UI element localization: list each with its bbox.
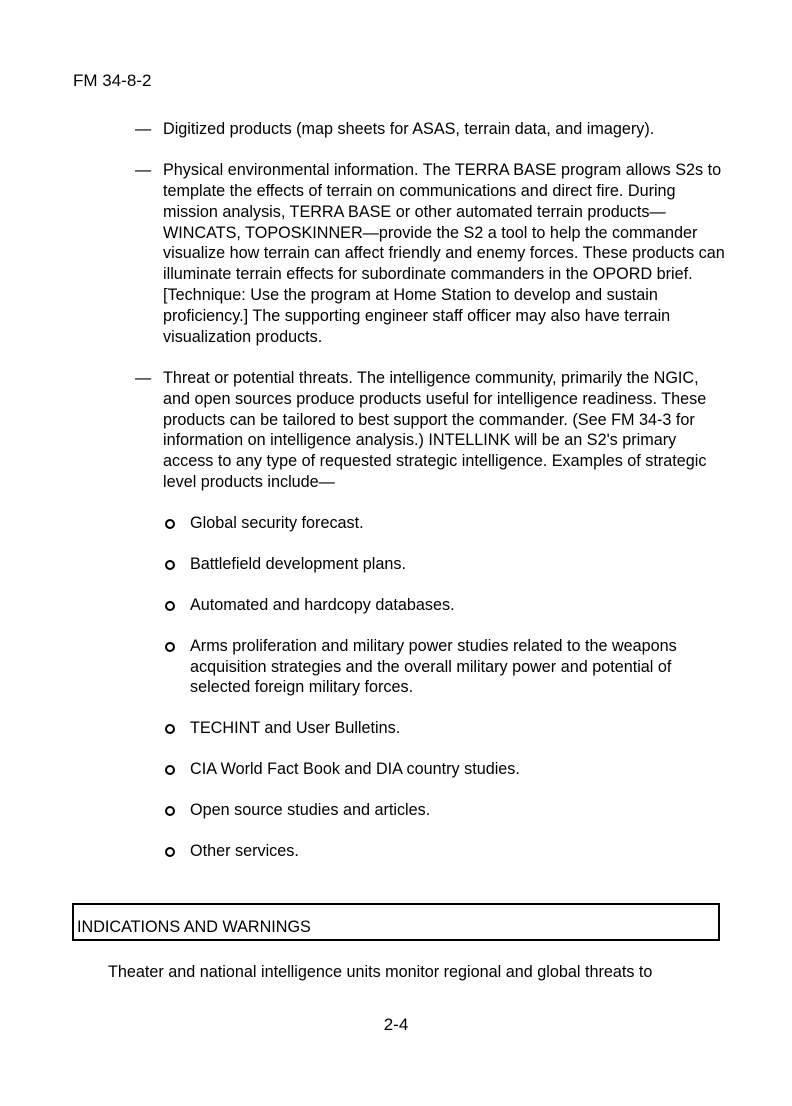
bullet-text: CIA World Fact Book and DIA country studies.: [190, 760, 520, 779]
dash-list: [135, 119, 725, 883]
bullet-item: [163, 841, 725, 862]
dash-item-text: Threat or potential threats. The intelligence community, primarily the NGIC, and open sources produce products useful for intelligence readiness. These products can be tailored to best support the commander. (See FM 34-3 for information on intelligence analysis.) INTELLINK will be an S2's primary access to any type of requested strategic intelligence. Examples of strategic level products include—: [163, 368, 707, 491]
bullet-text: Automated and hardcopy databases.: [190, 595, 455, 614]
section-title: INDICATIONS AND WARNINGS: [77, 918, 311, 936]
circle-bullet-icon: [165, 765, 175, 775]
bullet-item: [163, 759, 725, 780]
page-header-manual-id: FM 34-8-2: [73, 71, 152, 90]
bullet-text: Arms proliferation and military power studies related to the weapons acquisition strategies and the overall military power and potential of selected foreign military forces.: [190, 636, 677, 697]
circle-bullet-icon: [165, 601, 175, 611]
dash-item-threats: [135, 368, 725, 862]
bullet-item: [163, 636, 725, 698]
dash-item-digitized-products: [135, 119, 725, 140]
circle-bullet-icon: [165, 806, 175, 816]
strategic-products-list: [163, 513, 725, 862]
circle-bullet-icon: [165, 724, 175, 734]
circle-bullet-icon: [165, 560, 175, 570]
bullet-item: [163, 595, 725, 616]
bullet-text: Global security forecast.: [190, 513, 364, 532]
body-paragraph: Theater and national intelligence units monitor regional and global threats to: [108, 963, 653, 981]
circle-bullet-icon: [165, 847, 175, 857]
bullet-text: Battlefield development plans.: [190, 554, 406, 573]
circle-bullet-icon: [165, 519, 175, 529]
dash-item-text: Digitized products (map sheets for ASAS, terrain data, and imagery).: [163, 120, 655, 138]
dash-item-physical-environmental: [135, 160, 725, 347]
bullet-text: Open source studies and articles.: [190, 801, 431, 820]
section-heading-box: [72, 903, 720, 941]
bullet-item: [163, 513, 725, 534]
circle-bullet-icon: [165, 642, 175, 652]
bullet-text: Other services.: [190, 842, 299, 861]
bullet-text: TECHINT and User Bulletins.: [190, 719, 401, 738]
dash-item-text: Physical environmental information. The TERRA BASE program allows S2s to template the effects of terrain on communications and direct fire. During mission analysis, TERRA BASE or other automated terrain products—WINCATS, TOPOSKINNER—provide the S2 a tool to help the commander visualize how terrain can affect friendly and enemy forces. These products can illuminate terrain effects for subordinate commanders in the OPORD brief. [Technique: Use the program at Home Station to develop and sustain proficiency.] The supporting engineer staff officer may also have terrain visualization products.: [163, 161, 725, 346]
bullet-item: [163, 800, 725, 821]
page-number: 2-4: [383, 1015, 409, 1034]
bullet-item: [163, 554, 725, 575]
bullet-item: [163, 718, 725, 739]
